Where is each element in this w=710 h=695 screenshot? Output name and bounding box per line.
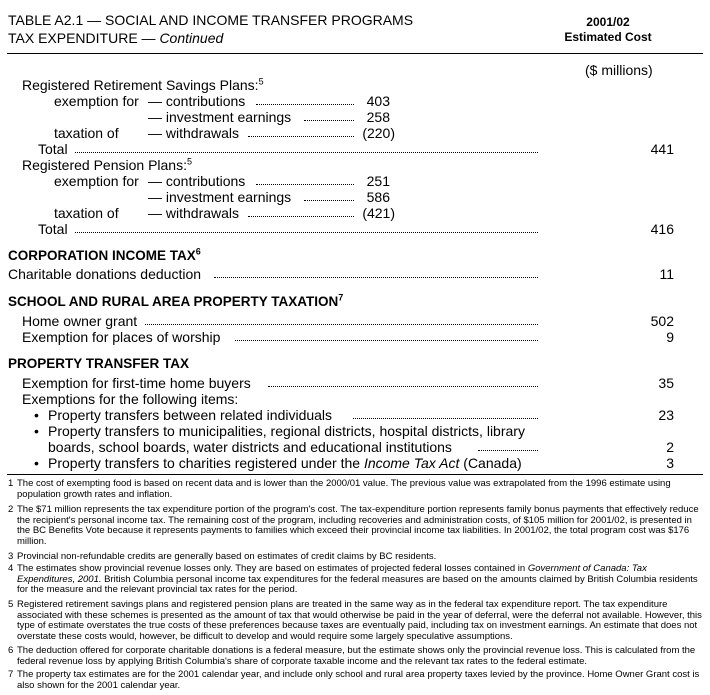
ptt-b2-value: 2: [666, 439, 674, 455]
school-item1-value: 502: [650, 313, 674, 329]
leader-dots: [478, 450, 538, 451]
ptt-item1-label: Exemption for first-time home buyers: [22, 375, 251, 391]
bullet: •: [34, 455, 39, 471]
rpp-title-text: Registered Pension Plans:: [22, 157, 187, 173]
footnote-4: [8, 564, 702, 596]
footnote-4-part-b: British Columbia personal income tax expenditures for the federal measures are based on the amounts claimed by British Columbia residents for the measure and the relevant provincial tax rates for the period.: [17, 573, 698, 596]
units-label: ($ millions): [585, 62, 653, 78]
subtitle-prefix: TAX EXPENDITURE —: [8, 30, 160, 46]
leader-dots: [248, 136, 354, 137]
footnote-text: [8, 564, 702, 596]
footnote-7: [8, 670, 702, 691]
bullet: •: [34, 407, 39, 423]
footnote-2: [8, 505, 702, 547]
rpp-total-label: Total: [38, 221, 68, 237]
table-title: TABLE A2.1 — SOCIAL AND INCOME TRANSFER PROGRAMS: [8, 12, 414, 28]
rpp-investment-value: 586: [366, 189, 390, 205]
corp-item-label: Charitable donations deduction: [8, 266, 202, 282]
rrsp-investment-label: — investment earnings: [148, 109, 292, 125]
ptt-b3-value: 3: [666, 455, 674, 471]
corp-section-title-text: CORPORATION INCOME TAX: [8, 248, 196, 263]
footnote-rule: [7, 474, 703, 475]
leader-dots: [268, 386, 538, 387]
footnote-number: 6: [8, 645, 14, 656]
ptt-b1-label: Property transfers between related individuals: [48, 407, 333, 423]
rpp-title: [22, 157, 192, 173]
footnote-number: 5: [8, 599, 14, 610]
ptt-b3-suffix: (Canada): [459, 455, 522, 471]
ptt-item1-value: 35: [658, 375, 674, 391]
rpp-investment-label: — investment earnings: [148, 189, 292, 205]
footnote-number: 3: [8, 551, 14, 562]
header-rule: [7, 53, 703, 54]
rrsp-total-label: Total: [38, 141, 68, 157]
footnote-text: The deduction offered for corporate charitable donations is a federal measure, but the estimate shows only the provincial revenue loss. This is calculated from the federal revenue loss by applying British Columbia's share of corporate taxable income and the relevant tax rates to the federal estimate.: [17, 645, 696, 667]
rpp-contributions-value: 251: [366, 173, 390, 189]
leader-dots: [235, 340, 538, 341]
footnote-text: The cost of exempting food is based on recent data and is lower than the 2000/01 value. The previous value was extrapolated from the 1996 estimate using population growth rates and inflation.: [17, 478, 671, 500]
rpp-withdrawals-label: — withdrawals: [148, 205, 240, 221]
rpp-withdrawals-value: (421): [362, 205, 395, 221]
rpp-contributions-label: — contributions: [148, 173, 246, 189]
leader-dots: [248, 216, 354, 217]
footnote-4-italic: Government of Canada: Tax Expenditures, 2001.: [17, 563, 647, 585]
footnote-5: [8, 600, 702, 642]
footnote-number: 2: [8, 504, 14, 515]
ptt-b3-italic: Income Tax Act: [363, 455, 460, 471]
footnote-1: [8, 479, 702, 500]
footnote-number: 4: [8, 563, 14, 574]
rrsp-withdrawals-label: — withdrawals: [148, 125, 240, 141]
ptt-b2-line2: boards, school boards, water districts and educational institutions: [48, 439, 452, 455]
note-ref: 5: [258, 76, 264, 87]
rpp-total-value: 416: [650, 221, 674, 237]
footnote-6: [8, 646, 702, 667]
bullet: •: [34, 423, 39, 439]
rrsp-investment-value: 258: [366, 109, 390, 125]
rrsp-contributions-value: 403: [366, 93, 390, 109]
column-label: Estimated Cost: [564, 30, 652, 44]
leader-dots: [75, 232, 538, 233]
school-section-title: [8, 294, 343, 310]
school-section-title-text: SCHOOL AND RURAL AREA PROPERTY TAXATION: [8, 294, 339, 309]
footnote-4-part-a: The estimates show provincial revenue losses only. They are based on estimates of projected federal losses contained in: [17, 563, 528, 574]
corp-item-value: 11: [659, 266, 674, 282]
ptt-b3-prefix: Property transfers to charities registered under the: [48, 455, 364, 471]
corp-section-title: [8, 248, 201, 264]
rrsp-taxation-of: taxation of: [54, 125, 119, 141]
footnote-text: The property tax estimates are for the 2001 calendar year, and include only school and rural area property taxes levied by the province. Home Owner Grant cost is also shown for the 2001 calendar year.: [17, 669, 700, 691]
footnote-text: Registered retirement savings plans and registered pension plans are treated in the same way as in the federal tax expenditure report. The tax expenditure associated with these schemes is presented as the amount of tax that would otherwise be paid in the year of deferral, were the deferral not available. However, this type of estimate overstates the true costs of these preferences because taxes are eventually paid, including tax on investment earnings. An estimate that does not overstate these costs would, however, be difficult to develop and would require some largely speculative assumptions.: [17, 599, 702, 642]
ptt-b1-value: 23: [658, 407, 674, 423]
subtitle-italic: Continued: [159, 30, 224, 46]
note-ref: 6: [195, 246, 201, 257]
rrsp-exemption-for: exemption for: [54, 93, 139, 109]
rrsp-total-value: 441: [650, 141, 674, 157]
rpp-exemption-for: exemption for: [54, 173, 139, 189]
leader-dots: [214, 277, 538, 278]
leader-dots: [75, 152, 538, 153]
ptt-b2-line1: Property transfers to municipalities, regional districts, hospital districts, library: [48, 423, 525, 439]
note-ref: 7: [338, 292, 344, 303]
ptt-item2-label: Exemptions for the following items:: [22, 391, 239, 407]
table-subtitle: [8, 30, 223, 47]
note-ref: 5: [187, 156, 193, 167]
rpp-taxation-of: taxation of: [54, 205, 119, 221]
leader-dots: [145, 324, 538, 325]
footnote-text: The $71 million represents the tax expenditure portion of the program's cost. The tax-expenditure portion represents family bonus payments that effectively reduce the recipient's personal income tax. The remaining cost of the program, including recoveries and administration costs, of $105 million for 2001/02, is presented in the BC Benefits Vote because it represents payments to families which exceed their provincial income tax liabilities. In 2001/02, the total program cost was $176 million.: [17, 504, 699, 547]
school-item2-value: 9: [666, 329, 674, 345]
footnote-number: 7: [8, 669, 14, 680]
rrsp-contributions-label: — contributions: [148, 93, 246, 109]
rrsp-withdrawals-value: (220): [362, 125, 395, 141]
school-item2-label: Exemption for places of worship: [22, 329, 221, 345]
column-year: 2001/02: [586, 15, 630, 29]
footnote-text: Provincial non-refundable credits are generally based on estimates of credit claims by BC residents.: [17, 551, 437, 562]
school-item1-label: Home owner grant: [22, 313, 138, 329]
footnote-3: [8, 552, 702, 563]
rrsp-title-text: Registered Retirement Savings Plans:: [22, 77, 259, 93]
footnote-number: 1: [8, 478, 14, 489]
rrsp-title: [22, 77, 264, 93]
ptt-b3-label: [48, 455, 522, 471]
leader-dots: [353, 418, 538, 419]
ptt-section-title: PROPERTY TRANSFER TAX: [8, 356, 190, 371]
